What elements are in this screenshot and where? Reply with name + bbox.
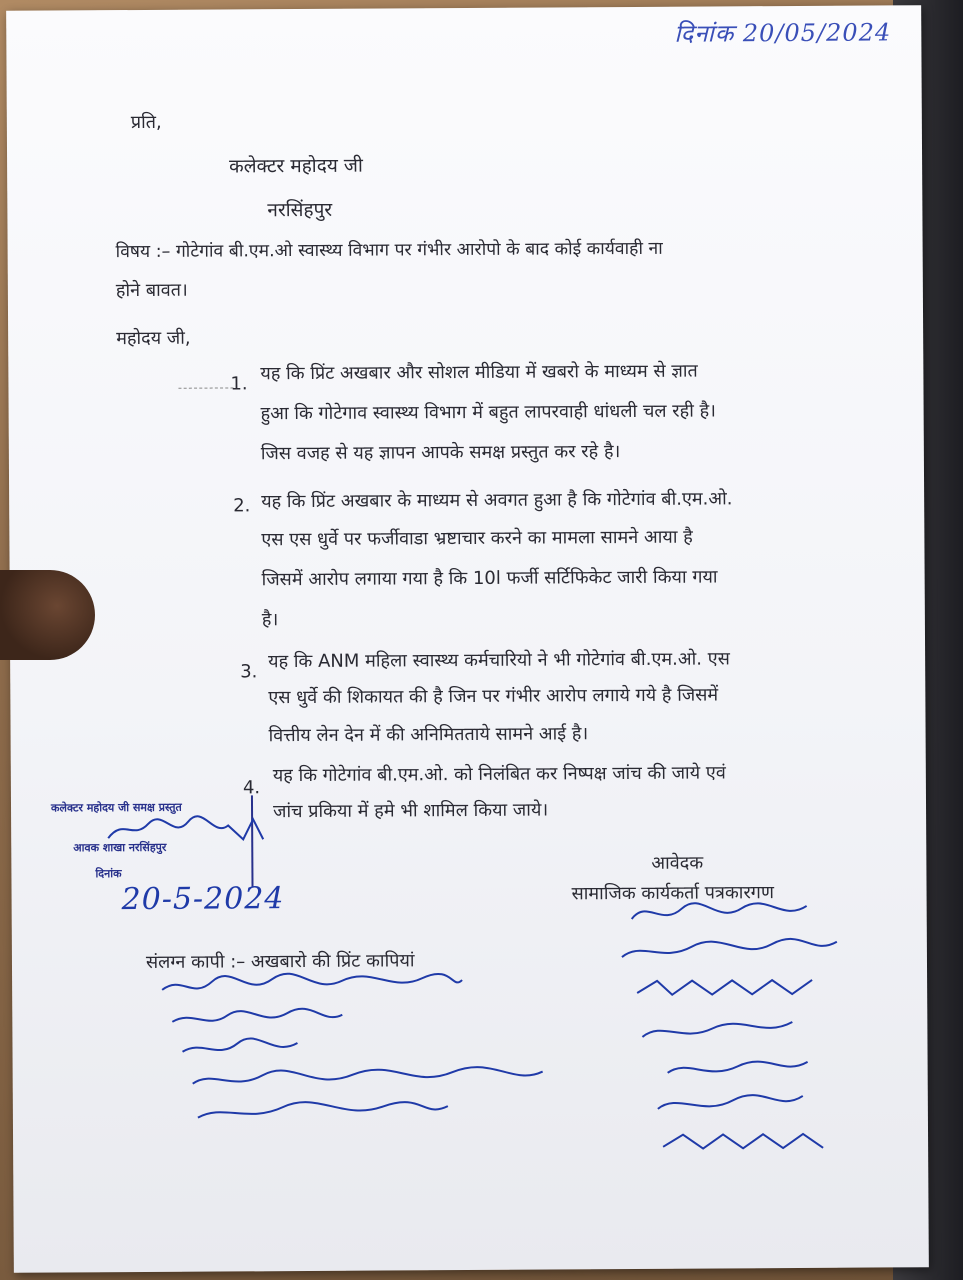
stamp-initials-signature [103, 809, 273, 850]
to-prati: प्रति, [130, 111, 162, 134]
stamp-line: दिनांक [95, 867, 122, 881]
point-line: यह कि गोटेगांव बी.एम.ओ. को निलंबित कर निष्पक्ष जांच की जाये एवं [272, 762, 726, 787]
point-line: जांच प्रकिया में हमे भी शामिल किया जाये। [272, 799, 549, 823]
point-line: यह कि ANM महिला स्वास्थ्य कर्मचारियो ने भी गोटेगांव बी.एम.ओ. एस [268, 648, 730, 673]
addressee: कलेक्टर महोदय जी [229, 154, 363, 178]
letter-page [6, 5, 929, 1273]
point-number: 4. [242, 777, 261, 799]
applicant-label: आवेदक [651, 852, 704, 874]
handwritten-newspaper-list [152, 967, 573, 1130]
point-number: 3. [240, 661, 258, 683]
point-line: एस धुर्वे की शिकायत की है जिन पर गंभीर आरोप लगाये गये है जिसमें [268, 684, 719, 709]
applicant-group: सामाजिक कार्यकर्ता पत्रकारगण [571, 882, 774, 905]
point-line: यह कि प्रिंट अखबार के माध्यम से अवगत हुआ है कि गोटेगांव बी.एम.ओ. [261, 488, 733, 513]
point-line: एस एस धुर्वे पर फर्जीवाडा भ्रष्टाचार करने का मामला सामने आया है [261, 526, 693, 551]
point-line: जिस वजह से यह ज्ञापन आपके समक्ष प्रस्तुत कर रहे है। [260, 441, 621, 465]
attachment-label: संलग्न कापी :– अखबारो की प्रिंट कापियां [145, 950, 415, 973]
stamp-line: आवक शाखा नरसिंहपुर [73, 840, 167, 855]
point-line: है। [261, 609, 279, 631]
point-number: 2. [233, 495, 251, 517]
stamp-line: कलेक्टर महोदय जी समक्ष प्रस्तुत [50, 800, 182, 815]
subject-line-2: होने बावत। [115, 279, 188, 302]
margin-dash [178, 387, 233, 388]
point-line: वित्तीय लेन देन में की अनिमितताये सामने आई है। [268, 723, 589, 747]
point-line: जिसमें आरोप लगाया गया है कि 10l फर्जी सर्टिफिकेट जारी किया गया [261, 566, 718, 591]
handwritten-date: दिनांक 20/05/2024 [674, 18, 892, 48]
applicant-signatures [612, 896, 854, 1167]
point-number: 1. [230, 373, 248, 395]
stamp-handwritten-date: 20-5-2024 [121, 881, 285, 918]
subject-line-1: विषय :– गोटेगांव बी.एम.ओ स्वास्थ्य विभाग पर गंभीर आरोपो के बाद कोई कार्यवाही ना [115, 238, 663, 263]
point-line: यह कि प्रिंट अखबार और सोशल मीडिया में खबरो के माध्यम से ज्ञात [260, 360, 698, 385]
salutation: महोदय जी, [116, 327, 191, 350]
holding-thumb [0, 570, 95, 660]
point-line: हुआ कि गोटेगाव स्वास्थ्य विभाग में बहुत लापरवाही धांधली चल रही है। [260, 400, 717, 425]
addressee-place: नरसिंहपुर [267, 198, 333, 222]
